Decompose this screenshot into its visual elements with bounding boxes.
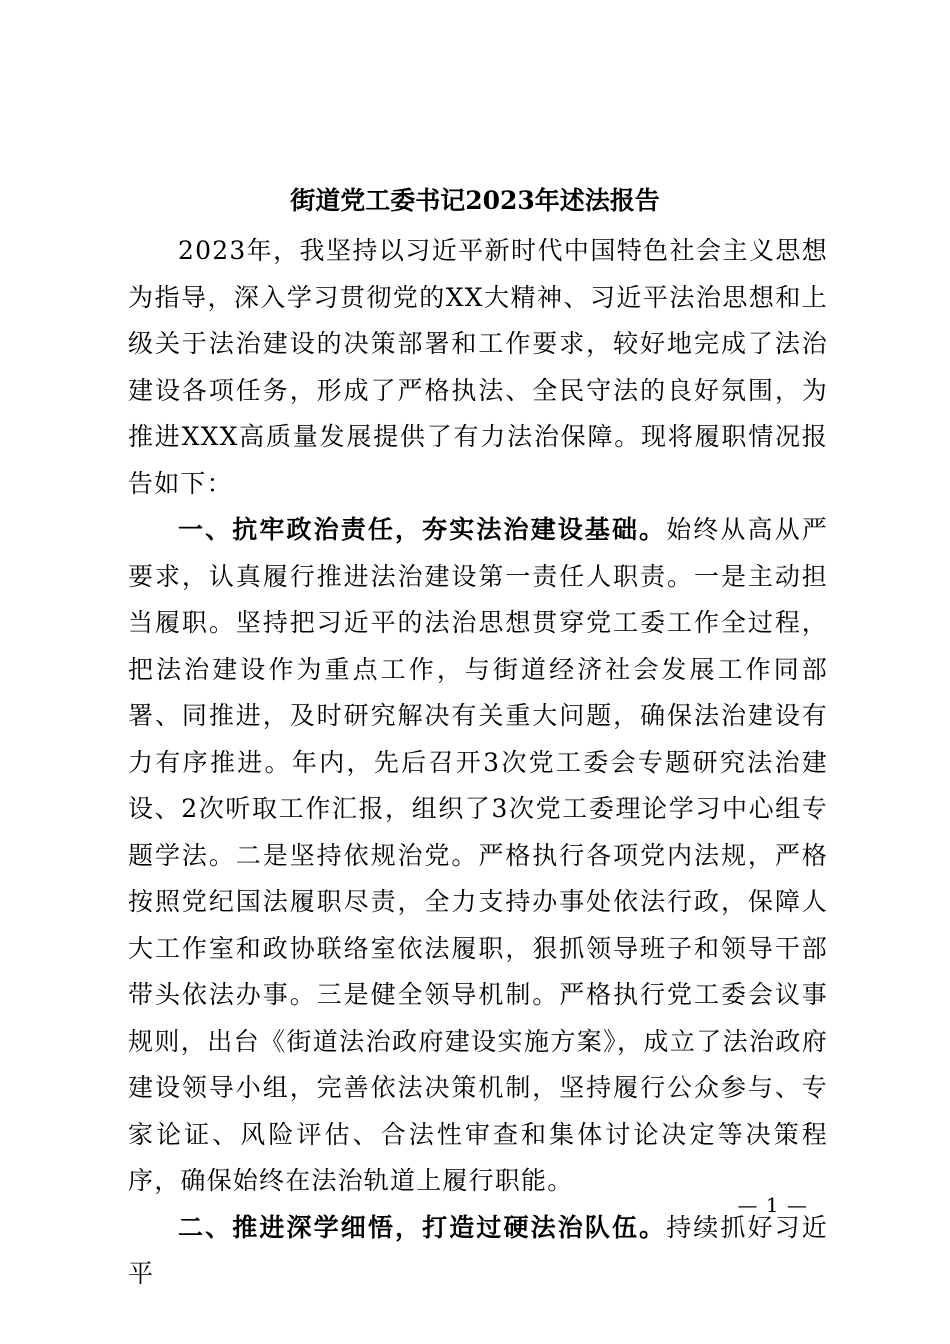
document-body [128,228,828,1298]
paragraph-section-1 [128,507,828,1205]
section-1-text: 始终从高从严要求，认真履行推进法治建设第一责任人职责。一是主动担当履职。坚持把习近平的法治思想贯穿党工委工作全过程，把法治建设作为重点工作，与街道经济社会发展工作同部署、同推进，及时研究解决有关重大问题，确保法治建设有力有序推进。年内，先后召开3次党工委会专题研究法治建设、2次听取工作汇报，组织了3次党工委理论学习中心组专题学法。二是坚持依规治党。严格执行各项党内法规，严格按照党纪国法履职尽责，全力支持办事处依法行政，保障人大工作室和政协联络室依法履职，狠抓领导班子和领导干部带头依法办事。三是健全领导机制。严格执行党工委会议事规则，出台《街道法治政府建设实施方案》，成立了法治政府建设领导小组，完善依法决策机制，坚持履行公众参与、专家论证、风险评估、合法性审查和集体讨论决定等决策程序，确保始终在法治轨道上履行职能。 [128,515,828,1195]
paragraph-section-2 [128,1205,828,1298]
page-number: — 1 — [737,1193,808,1217]
section-1-heading: 一、抗牢政治责任，夯实法治建设基础。 [178,515,667,544]
paragraph-intro-text: 2023年，我坚持以习近平新时代中国特色社会主义思想为指导，深入学习贯彻党的XX大精神、习近平法治思想和上级关于法治建设的决策部署和工作要求，较好地完成了法治建设各项任务，形成了严格执法、全民守法的良好氛围，为推进XXX高质量发展提供了有力法治保障。现将履职情况报告如下： [128,236,828,498]
section-2-text: 持续抓好习近平 [128,1212,828,1288]
section-2-heading: 二、推进深学细悟，打造过硬法治队伍。 [178,1212,667,1242]
paragraph-intro [128,228,828,507]
document-title: 街道党工委书记2023年述法报告 [290,186,660,215]
